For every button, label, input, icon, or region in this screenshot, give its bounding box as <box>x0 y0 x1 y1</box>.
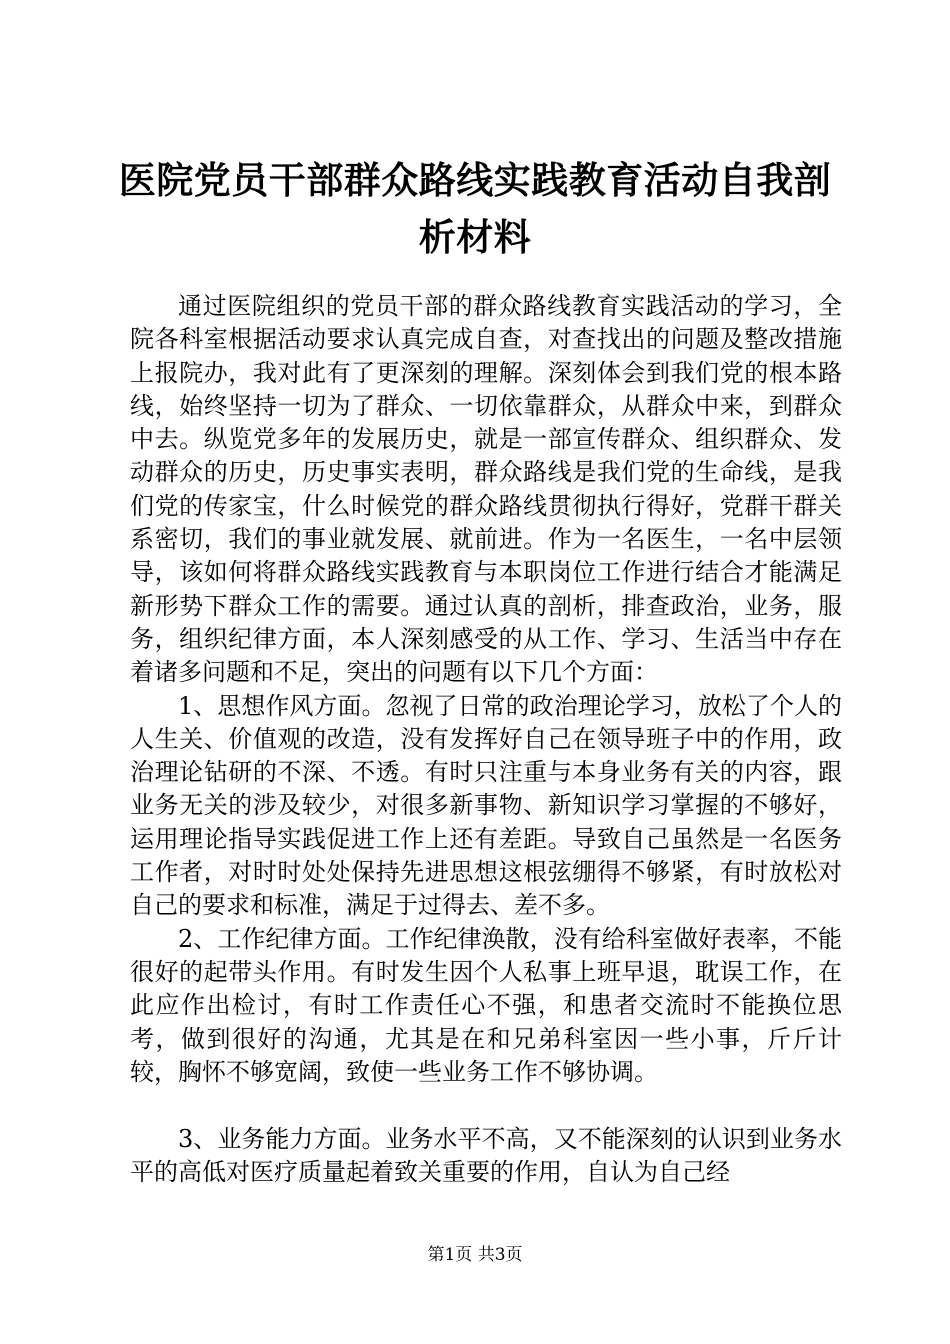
document-body <box>130 290 842 1190</box>
paragraph-discipline: 2、工作纪律方面。工作纪律涣散，没有给科室做好表率，不能很好的起带头作用。有时发生因个人私事上班早退，耽误工作，在此应作出检讨，有时工作责任心不强，和患者交流时不能换位思考，做到很好的沟通，尤其是在和兄弟科室因一些小事，斤斤计较，胸怀不够宽阔，致使一些业务工作不够协调。 <box>130 924 842 1086</box>
paragraph-ability: 3、业务能力方面。业务水平不高，又不能深刻的认识到业务水平的高低对医疗质量起着致关重要的作用，自认为自己经 <box>130 1125 842 1187</box>
paragraph-ideology: 1、思想作风方面。忽视了日常的政治理论学习，放松了个人的人生关、价值观的改造，没有发挥好自己在领导班子中的作用，政治理论钻研的不深、不透。有时只注重与本身业务有关的内容，跟业务无关的涉及较少，对很多新事物、新知识学习掌握的不够好，运用理论指导实践促进工作上还有差距。导致自己虽然是一名医务工作者，对时时处处保持先进思想这根弦绷得不够紧，有时放松对自己的要求和标准，满足于过得去、差不多。 <box>130 691 842 920</box>
page-footer: 第1页 共3页 <box>427 1245 523 1265</box>
document-title: 医院党员干部群众路线实践教育活动自我剖析材料 <box>118 158 832 259</box>
paragraph-intro: 通过医院组织的党员干部的群众路线教育实践活动的学习，全院各科室根据活动要求认真完成自查，对查找出的问题及整改措施上报院办，我对此有了更深刻的理解。深刻体会到我们党的根本路线，始终坚持一切为了群众、一切依靠群众，从群众中来，到群众中去。纵览党多年的发展历史，就是一部宣传群众、组织群众、发动群众的历史，历史事实表明，群众路线是我们党的生命线，是我们党的传家宝，什么时候党的群众路线贯彻执行得好，党群干群关系密切，我们的事业就发展、就前进。作为一名医生，一名中层领导，该如何将群众路线实践教育与本职岗位工作进行结合才能满足新形势下群众工作的需要。通过认真的剖析，排查政治，业务，服务，组织纪律方面，本人深刻感受的从工作、学习、生活当中存在着诸多问题和不足，突出的问题有以下几个方面： <box>130 292 842 687</box>
